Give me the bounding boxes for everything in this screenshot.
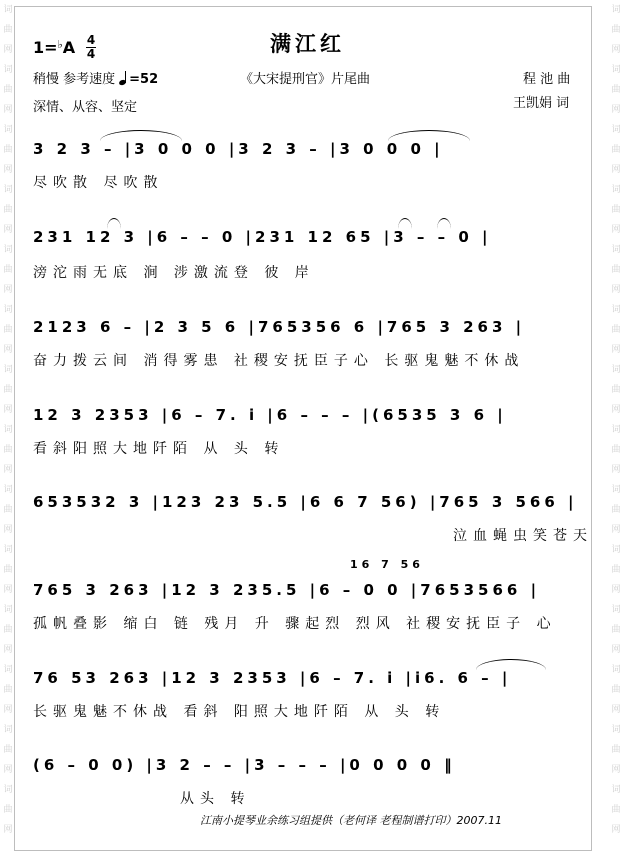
watermark-glyph: 网 [3, 645, 13, 655]
lyric-line-8: 从头 转 [180, 791, 251, 807]
watermark-glyph: 词 [3, 185, 13, 195]
page-frame [14, 6, 592, 851]
watermark-glyph: 曲 [3, 625, 13, 635]
watermark-glyph: 网 [3, 525, 13, 535]
watermark-glyph: 曲 [611, 625, 621, 635]
watermark-glyph: 词 [3, 365, 13, 375]
watermark-glyph: 网 [611, 825, 621, 835]
watermark-glyph: 词 [3, 605, 13, 615]
notation-line-5: 653532 3 |123 23 5.5 |6 6 7 56) |765 3 566 | [33, 493, 578, 511]
watermark-glyph: 曲 [611, 745, 621, 755]
notation-line-8: (6 – 0 0) |3 2 – – |3 – – – |0 0 0 0 ‖ [33, 756, 456, 774]
watermark-glyph: 曲 [611, 145, 621, 155]
watermark-glyph: 词 [611, 185, 621, 195]
quarter-note-icon [119, 71, 127, 85]
watermark-glyph: 网 [611, 345, 621, 355]
watermark-glyph: 曲 [3, 265, 13, 275]
composer-credit: 程 池 曲 [523, 72, 571, 87]
footer-credit: 江南小提琴业余练习组提供（老何译 老程制谱打印）2007.11 [200, 814, 502, 827]
key-signature [33, 38, 75, 57]
watermark-glyph: 词 [3, 5, 13, 15]
watermark-glyph: 网 [611, 585, 621, 595]
watermark-glyph: 网 [611, 285, 621, 295]
watermark-glyph: 词 [3, 485, 13, 495]
lyric-line-1: 尽吹散 尽吹散 [33, 175, 164, 191]
watermark-glyph: 网 [611, 105, 621, 115]
tempo-value: =52 [129, 72, 159, 87]
watermark-glyph: 词 [611, 425, 621, 435]
watermark-glyph: 网 [611, 45, 621, 55]
watermark-glyph: 网 [3, 825, 13, 835]
notation-line-1: 3 2 3 – |3 0 0 0 |3 2 3 – |3 0 0 0 | [33, 140, 444, 158]
watermark-glyph: 词 [611, 665, 621, 675]
song-subtitle: 《大宋提刑官》片尾曲 [240, 72, 371, 87]
watermark-glyph: 曲 [3, 145, 13, 155]
watermark-glyph: 曲 [611, 505, 621, 515]
time-signature [86, 34, 96, 61]
watermark-glyph: 曲 [611, 85, 621, 95]
lyric-line-7: 长驱鬼魅不休战 看斜 阳照大地阡陌 从 头 转 [33, 704, 446, 720]
watermark-glyph: 曲 [3, 685, 13, 695]
watermark-glyph: 曲 [3, 205, 13, 215]
watermark-glyph: 词 [611, 305, 621, 315]
watermark-glyph: 词 [611, 245, 621, 255]
watermark-glyph: 网 [3, 285, 13, 295]
tempo-marking [33, 68, 158, 87]
watermark-glyph: 曲 [3, 505, 13, 515]
song-title: 满江红 [270, 31, 345, 56]
grace-notes: 16 7 56 [350, 558, 424, 571]
watermark-glyph: 网 [611, 765, 621, 775]
notation-line-7: 76 53 263 |12 3 2353 |6 – 7. i |i6. 6 – | [33, 669, 512, 687]
watermark-glyph: 曲 [3, 325, 13, 335]
key-letter: A [62, 38, 76, 57]
time-signature-bottom: 4 [86, 47, 96, 61]
notation-line-2: 231 12 3 |6 – – 0 |231 12 65 |3 – – 0 | [33, 228, 492, 246]
watermark-glyph: 词 [3, 785, 13, 795]
watermark-glyph: 曲 [611, 25, 621, 35]
watermark-glyph: 词 [3, 305, 13, 315]
watermark-glyph: 词 [3, 425, 13, 435]
watermark-glyph: 网 [3, 465, 13, 475]
lyric-line-3: 奋力拨云间 消得雾患 社稷安抚臣子心 长驱鬼魅不休战 [33, 353, 525, 369]
watermark-glyph: 词 [611, 485, 621, 495]
watermark-glyph: 网 [611, 525, 621, 535]
lyric-line-4: 看斜阳照大地阡陌 从 头 转 [33, 441, 285, 457]
watermark-glyph: 词 [3, 125, 13, 135]
watermark-glyph: 曲 [611, 565, 621, 575]
watermark-glyph: 网 [3, 105, 13, 115]
watermark-glyph: 网 [611, 165, 621, 175]
watermark-glyph: 词 [3, 665, 13, 675]
lyric-line-5: 泣血蝇虫笑苍天 [453, 528, 593, 544]
watermark-glyph: 词 [3, 245, 13, 255]
expression-marking: 深情、从容、坚定 [33, 100, 138, 115]
watermark-glyph: 曲 [611, 265, 621, 275]
watermark-glyph: 词 [611, 605, 621, 615]
watermark-glyph: 网 [611, 225, 621, 235]
watermark-glyph: 网 [611, 645, 621, 655]
watermark-glyph: 词 [611, 5, 621, 15]
watermark-glyph: 曲 [611, 685, 621, 695]
watermark-glyph: 曲 [3, 745, 13, 755]
watermark-glyph: 曲 [3, 385, 13, 395]
watermark-glyph: 曲 [611, 805, 621, 815]
key-prefix: 1= [33, 38, 58, 57]
watermark-left [0, 0, 16, 859]
watermark-glyph: 词 [611, 125, 621, 135]
watermark-glyph: 曲 [3, 565, 13, 575]
lyricist-credit: 王凯娟 词 [513, 96, 570, 111]
flat-sign: ♭ [57, 38, 63, 51]
watermark-glyph: 词 [3, 65, 13, 75]
watermark-glyph: 曲 [611, 205, 621, 215]
watermark-glyph: 曲 [611, 385, 621, 395]
watermark-glyph: 网 [3, 585, 13, 595]
watermark-glyph: 词 [611, 785, 621, 795]
watermark-right [608, 0, 624, 859]
watermark-glyph: 网 [3, 225, 13, 235]
watermark-glyph: 网 [3, 345, 13, 355]
watermark-glyph: 网 [611, 705, 621, 715]
notation-line-6: 765 3 263 |12 3 235.5 |6 – 0 0 |7653566 | [33, 581, 541, 599]
notation-line-3: 2123 6 – |2 3 5 6 |765356 6 |765 3 263 | [33, 318, 526, 336]
watermark-glyph: 词 [611, 365, 621, 375]
watermark-glyph: 网 [611, 465, 621, 475]
watermark-glyph: 网 [3, 765, 13, 775]
watermark-glyph: 曲 [3, 85, 13, 95]
watermark-glyph: 曲 [611, 325, 621, 335]
watermark-glyph: 曲 [611, 445, 621, 455]
time-signature-top: 4 [86, 33, 96, 47]
watermark-glyph: 词 [611, 545, 621, 555]
watermark-glyph: 词 [611, 725, 621, 735]
watermark-glyph: 网 [3, 405, 13, 415]
watermark-glyph: 曲 [3, 25, 13, 35]
watermark-glyph: 网 [3, 45, 13, 55]
lyric-line-6: 孤帆叠影 缩白 链 残月 升 骤起烈 烈风 社稷安抚臣子 心 [33, 616, 557, 632]
notation-line-4: 12 3 2353 |6 – 7. i |6 – – – |(6535 3 6 | [33, 406, 507, 424]
watermark-glyph: 词 [3, 725, 13, 735]
watermark-glyph: 网 [3, 165, 13, 175]
tempo-label: 稍慢 参考速度 [33, 72, 116, 87]
watermark-glyph: 网 [611, 405, 621, 415]
watermark-glyph: 词 [611, 65, 621, 75]
lyric-line-2: 滂沱雨无底 涧 涉激流登 彼 岸 [33, 265, 315, 281]
watermark-glyph: 网 [3, 705, 13, 715]
watermark-glyph: 曲 [3, 805, 13, 815]
watermark-glyph: 曲 [3, 445, 13, 455]
watermark-glyph: 词 [3, 545, 13, 555]
